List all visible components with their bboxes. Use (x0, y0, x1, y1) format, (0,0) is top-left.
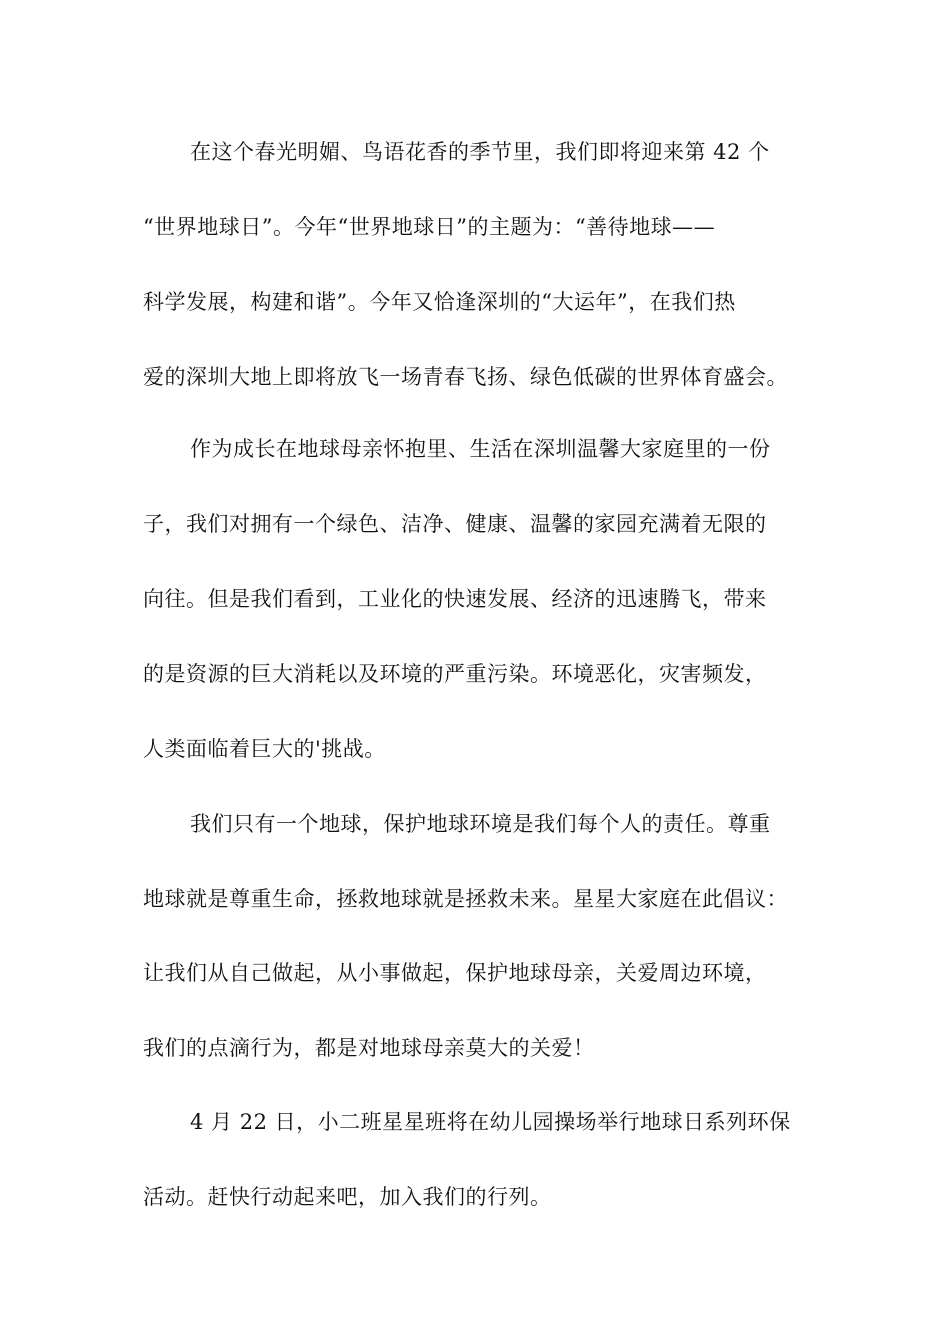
paragraph-2-line-5: 人类面临着巨大的'挑战。 (143, 737, 386, 761)
paragraph-2-line-2: 子，我们对拥有一个绿色、洁净、健康、温馨的家园充满着无限的 (143, 512, 767, 536)
paragraph-2-line-3: 向往。但是我们看到，工业化的快速发展、经济的迅速腾飞，带来 (143, 587, 767, 611)
paragraph-1-line-2: “世界地球日”。今年“世界地球日”的主题为：“善待地球—— (143, 215, 716, 239)
paragraph-3-line-3: 让我们从自己做起，从小事做起，保护地球母亲，关爱周边环境， (143, 961, 767, 985)
paragraph-1-line-3: 科学发展，构建和谐”。今年又恰逢深圳的“大运年”，在我们热 (143, 290, 736, 314)
paragraph-1-line-1: 在这个春光明媚、鸟语花香的季节里，我们即将迎来第 42 个 (190, 140, 770, 164)
paragraph-4-line-1: 4 月 22 日，小二班星星班将在幼儿园操场举行地球日系列环保 (190, 1110, 791, 1134)
paragraph-2-line-1: 作为成长在地球母亲怀抱里、生活在深圳温馨大家庭里的一份 (190, 437, 771, 461)
paragraph-4-line-2: 活动。赶快行动起来吧，加入我们的行列。 (143, 1185, 552, 1209)
paragraph-3-line-4: 我们的点滴行为，都是对地球母亲莫大的关爱！ (143, 1036, 595, 1060)
paragraph-3-line-2: 地球就是尊重生命，拯救地球就是拯救未来。星星大家庭在此倡议： (143, 887, 788, 911)
paragraph-1-line-4: 爱的深圳大地上即将放飞一场青春飞扬、绿色低碳的世界体育盛会。 (143, 365, 788, 389)
paragraph-2-line-4: 的是资源的巨大消耗以及环境的严重污染。环境恶化，灾害频发， (143, 662, 767, 686)
paragraph-3-line-1: 我们只有一个地球，保护地球环境是我们每个人的责任。尊重 (190, 812, 771, 836)
